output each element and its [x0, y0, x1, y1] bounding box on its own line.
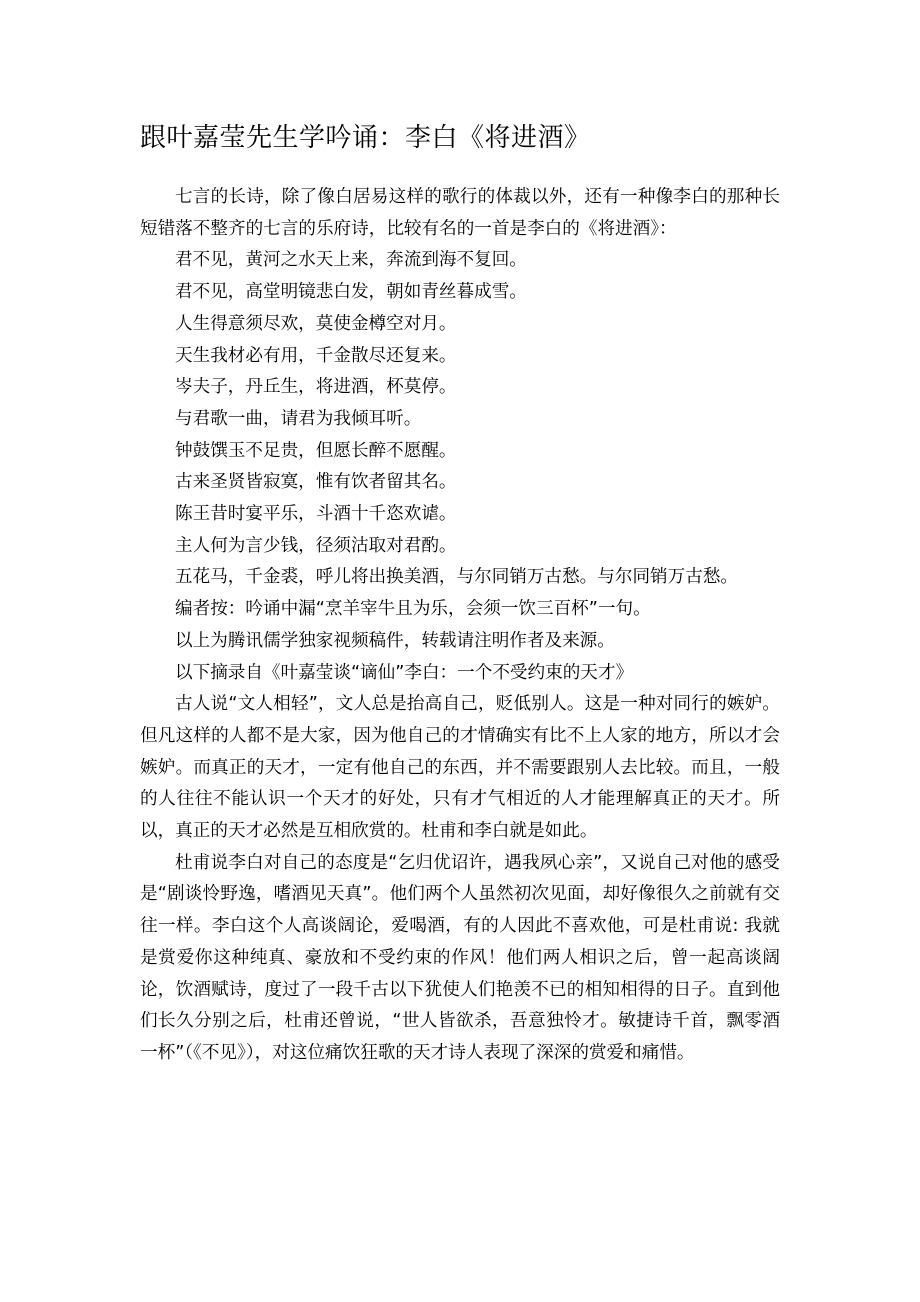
- poem-line: 君不见，黄河之水天上来，奔流到海不复回。: [175, 250, 527, 271]
- poem-line: 天生我材必有用，千金散尽还复来。: [175, 345, 457, 366]
- poem-line: 古来圣贤皆寂寞，惟有饮者留其名。: [175, 472, 457, 493]
- excerpt-source: 以下摘录自《叶嘉莹谈“谪仙”李白：一个不受约束的天才》: [175, 662, 634, 683]
- poem-line: 主人何为言少钱，径须沽取对君酌。: [175, 535, 457, 556]
- poem-line: 君不见，高堂明镜悲白发，朝如青丝暮成雪。: [175, 282, 527, 303]
- document-title: 跟叶嘉莹先生学吟诵：李白《将进酒》: [140, 123, 591, 153]
- poem-line: 五花马，千金裘，呼儿将出换美酒，与尔同销万古愁。与尔同销万古愁。: [175, 567, 739, 588]
- poem-line: 人生得意须尽欢，莫使金樽空对月。: [175, 313, 457, 334]
- copyright-note: 以上为腾讯儒学独家视频稿件，转载请注明作者及来源。: [175, 630, 615, 651]
- poem-line: 与君歌一曲，请君为我倾耳听。: [175, 408, 422, 429]
- document-body: [140, 182, 780, 1070]
- poem-line: 岑夫子，丹丘生，将进酒，杯莫停。: [175, 377, 457, 398]
- poem-line: 陈王昔时宴平乐，斗酒十千恣欢谑。: [175, 504, 457, 525]
- poem-line: 钟鼓馔玉不足贵，但愿长醉不愿醒。: [175, 440, 457, 461]
- intro-paragraph: 七言的长诗，除了像白居易这样的歌行的体裁以外，还有一种像李白的那种长短错落不整齐的七言的乐府诗，比较有名的一首是李白的《将进酒》：: [140, 187, 780, 239]
- essay-paragraph: 杜甫说李白对自己的态度是“乞归优诏许，遇我夙心亲”，又说自己对他的感受是“剧谈怜野逸，嗜酒见天真”。他们两个人虽然初次见面，却好像很久之前就有交往一样。李白这个人高谈阔论，爱喝酒，有的人因此不喜欢他，可是杜甫说: 我就是赏爱你这种纯真、豪放和不受约束的作风！他们两人相识之后，曾一起高谈阔论，饮酒赋诗，度过了一段千古以下犹使人们艳羡不已的相知相得的日子。直到他们长久分别之后，杜甫还曾说，“世人皆欲杀，吾意独怜才。敏捷诗千首，飘零酒一杯”（《不见》），对这位痛饮狂歌的天才诗人表现了深深的赏爱和痛惜。: [140, 852, 780, 1063]
- editor-note: 编者按：吟诵中漏“烹羊宰牛且为乐，会须一饮三百杯”一句。: [175, 599, 651, 620]
- essay-paragraph: 古人说“文人相轻”，文人总是抬高自己，贬低别人。这是一种对同行的嫉妒。但凡这样的人都不是大家，因为他自己的才情确实有比不上人家的地方，所以才会嫉妒。而真正的天才，一定有他自己的东西，并不需要跟别人去比较。而且，一般的人往往不能认识一个天才的好处，只有才气相近的人才能理解真正的天才。所以，真正的天才必然是互相欣赏的。杜甫和李白就是如此。: [140, 694, 780, 842]
